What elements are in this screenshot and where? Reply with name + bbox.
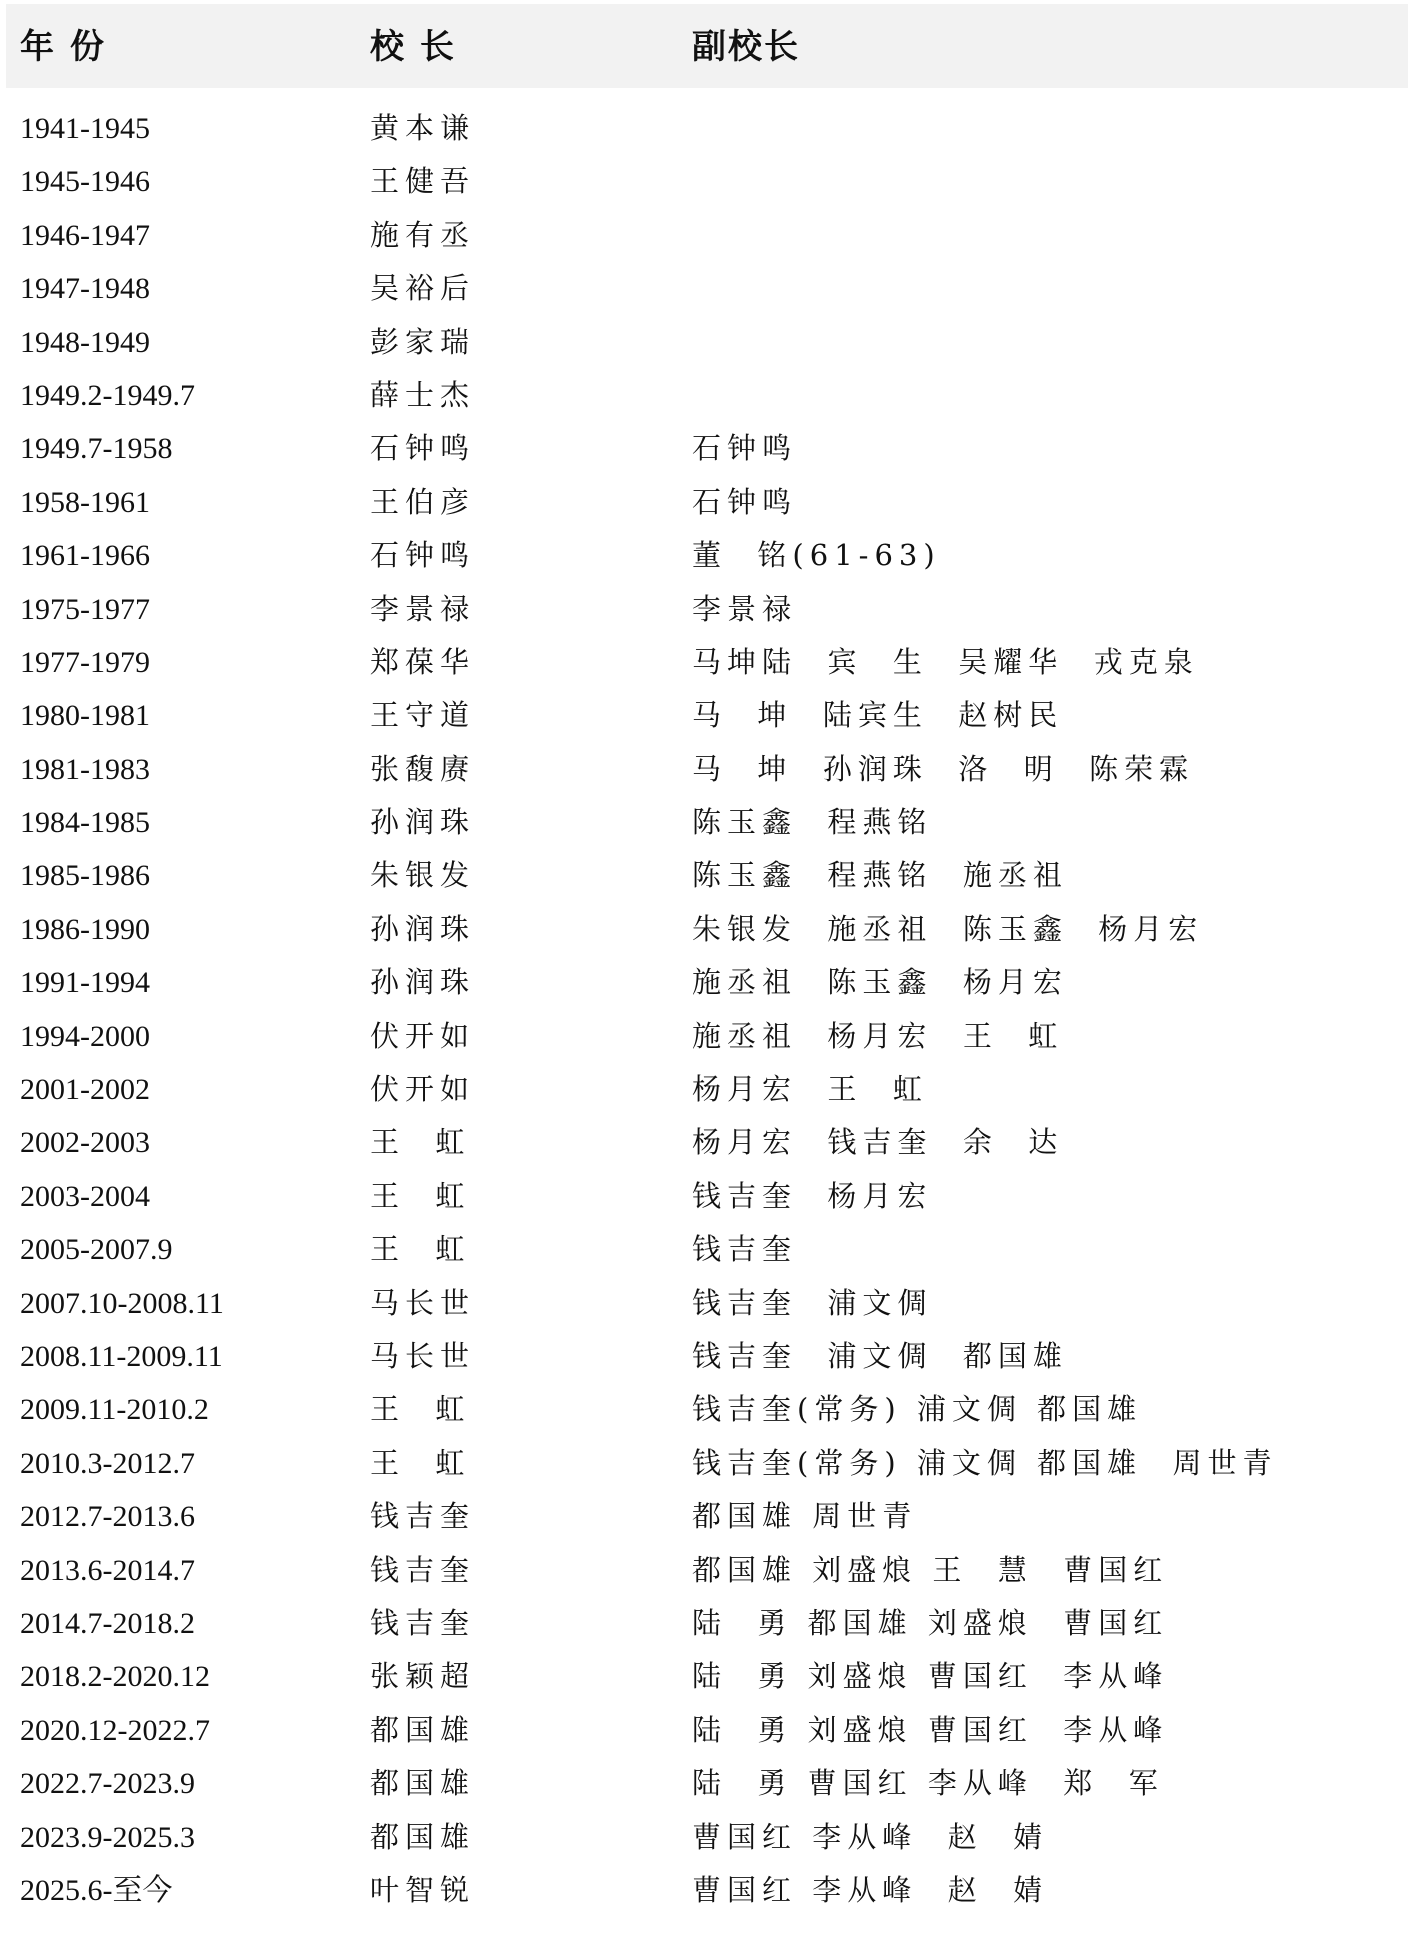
year-cell: 1981-1983 (20, 752, 150, 786)
table-row (6, 1383, 1408, 1436)
vice-principal-cell: 马 坤 陆宾生 赵树民 (692, 698, 1064, 733)
principal-cell: 王 虹 (370, 1125, 471, 1160)
principal-cell: 马长世 (370, 1338, 476, 1373)
principal-cell: 伏开如 (370, 1072, 476, 1107)
year-cell: 2002-2003 (20, 1126, 150, 1160)
vice-principal-cell: 钱吉奎(常务) 浦文倜 都国雄 周世青 (692, 1445, 1278, 1480)
table-row (6, 1010, 1408, 1063)
year-cell: 2018.2-2020.12 (20, 1660, 210, 1694)
principal-cell: 都国雄 (370, 1766, 476, 1801)
principal-cell: 钱吉奎 (370, 1499, 476, 1534)
year-cell: 1977-1979 (20, 645, 150, 679)
table-row (6, 1437, 1408, 1490)
table-row (6, 209, 1408, 262)
vice-principal-cell: 董 铭(61-63) (692, 538, 941, 573)
vice-principal-cell: 钱吉奎(常务) 浦文倜 都国雄 (692, 1392, 1143, 1427)
year-cell: 1941-1945 (20, 112, 150, 145)
principal-cell: 郑葆华 (370, 644, 476, 679)
header-year: 年 份 (20, 27, 106, 67)
table-row (6, 583, 1408, 636)
principal-cell: 孙润珠 (370, 911, 476, 946)
year-cell: 2012.7-2013.6 (20, 1500, 195, 1534)
principal-cell: 钱吉奎 (370, 1605, 476, 1640)
table-row (6, 1757, 1408, 1810)
table-row (6, 422, 1408, 475)
principal-cell: 黄本谦 (370, 111, 476, 145)
principal-cell: 李景禄 (370, 591, 476, 626)
year-cell: 1994-2000 (20, 1019, 150, 1053)
table-row (6, 1650, 1408, 1703)
table-row (6, 689, 1408, 742)
table-row (6, 1277, 1408, 1330)
vice-principal-cell: 杨月宏 王 虹 (692, 1072, 928, 1107)
principal-cell: 王 虹 (370, 1178, 471, 1213)
table-row (6, 1223, 1408, 1276)
year-cell: 1991-1994 (20, 966, 150, 1000)
principal-cell: 张颖超 (370, 1659, 476, 1694)
table-row (6, 1490, 1408, 1543)
principal-cell: 王伯彦 (370, 484, 476, 519)
year-cell: 1984-1985 (20, 806, 150, 840)
principal-cell: 王 虹 (370, 1445, 471, 1480)
year-cell: 2014.7-2018.2 (20, 1606, 195, 1640)
year-cell: 2009.11-2010.2 (20, 1393, 209, 1427)
principal-cell: 施有丞 (370, 217, 476, 252)
header-principal: 校 长 (370, 27, 456, 67)
vice-principal-cell: 李景禄 (692, 591, 798, 626)
year-cell: 1975-1977 (20, 592, 150, 626)
vice-principal-cell: 陆 勇 曹国红 李从峰 郑 军 (692, 1766, 1164, 1801)
vice-principal-cell: 钱吉奎 (692, 1232, 798, 1267)
header-vice-principal: 副校长 (692, 27, 800, 67)
table-row (6, 849, 1408, 902)
principal-cell: 伏开如 (370, 1018, 476, 1053)
vice-principal-cell: 陆 勇 刘盛烺 曹国红 李从峰 (692, 1659, 1169, 1694)
table-row (6, 102, 1408, 155)
table-body (6, 102, 1408, 1917)
principal-cell: 王 虹 (370, 1392, 471, 1427)
table-row (6, 1864, 1408, 1917)
table-row (6, 476, 1408, 529)
year-cell: 2022.7-2023.9 (20, 1767, 195, 1801)
table-row (6, 369, 1408, 422)
year-cell: 1946-1947 (20, 218, 150, 252)
vice-principal-cell: 马 坤 孙润珠 洛 明 陈荣霖 (692, 751, 1195, 786)
principal-cell: 张馥赓 (370, 751, 476, 786)
table-row (6, 1116, 1408, 1169)
year-cell: 2023.9-2025.3 (20, 1820, 195, 1854)
principal-cell: 朱银发 (370, 858, 476, 893)
table-row (6, 1544, 1408, 1597)
vice-principal-cell: 施丞祖 陈玉鑫 杨月宏 (692, 965, 1068, 1000)
principal-cell: 都国雄 (370, 1712, 476, 1747)
principal-cell: 薛士杰 (370, 377, 476, 412)
year-cell: 2001-2002 (20, 1073, 150, 1107)
principal-cell: 王 虹 (370, 1232, 471, 1267)
vice-principal-cell: 钱吉奎 浦文倜 (692, 1285, 933, 1320)
principal-cell: 石钟鸣 (370, 431, 476, 466)
table-row (6, 529, 1408, 582)
principal-cell: 钱吉奎 (370, 1552, 476, 1587)
year-cell: 2020.12-2022.7 (20, 1713, 210, 1747)
table-row (6, 316, 1408, 369)
principal-cell: 王守道 (370, 698, 476, 733)
vice-principal-cell: 马坤陆 宾 生 吴耀华 戎克泉 (692, 644, 1199, 679)
table-row (6, 636, 1408, 689)
year-cell: 1948-1949 (20, 325, 150, 359)
table-row (6, 1170, 1408, 1223)
vice-principal-cell: 陆 勇 都国雄 刘盛烺 曹国红 (692, 1605, 1169, 1640)
principal-cell: 孙润珠 (370, 805, 476, 840)
year-cell: 1949.2-1949.7 (20, 378, 195, 412)
table-row (6, 956, 1408, 1009)
principal-cell: 彭家瑞 (370, 324, 476, 359)
year-cell: 2008.11-2009.11 (20, 1339, 223, 1373)
year-cell: 2005-2007.9 (20, 1233, 173, 1267)
principal-cell: 都国雄 (370, 1819, 476, 1854)
principal-cell: 叶智锐 (370, 1872, 476, 1907)
table-row (6, 796, 1408, 849)
table-row (6, 1330, 1408, 1383)
year-cell: 1986-1990 (20, 912, 150, 946)
table-row (6, 262, 1408, 315)
vice-principal-cell: 施丞祖 杨月宏 王 虹 (692, 1018, 1064, 1053)
table-header (6, 4, 1408, 88)
year-cell: 1945-1946 (20, 165, 150, 199)
vice-principal-cell: 曹国红 李从峰 赵 婧 (692, 1872, 1049, 1907)
table-row (6, 155, 1408, 208)
vice-principal-cell: 石钟鸣 (692, 484, 798, 519)
vice-principal-cell: 钱吉奎 杨月宏 (692, 1178, 933, 1213)
year-cell: 1958-1961 (20, 485, 150, 519)
vice-principal-cell: 陈玉鑫 程燕铭 施丞祖 (692, 858, 1068, 893)
year-cell: 1980-1981 (20, 699, 150, 733)
year-cell: 2003-2004 (20, 1179, 150, 1213)
year-cell: 2007.10-2008.11 (20, 1286, 224, 1320)
table-row (6, 1704, 1408, 1757)
table-row (6, 1597, 1408, 1650)
year-cell: 2013.6-2014.7 (20, 1553, 195, 1587)
year-cell: 1961-1966 (20, 539, 150, 573)
vice-principal-cell: 都国雄 周世青 (692, 1499, 918, 1534)
vice-principal-cell: 曹国红 李从峰 赵 婧 (692, 1819, 1049, 1854)
vice-principal-cell: 朱银发 施丞祖 陈玉鑫 杨月宏 (692, 911, 1204, 946)
principal-cell: 马长世 (370, 1285, 476, 1320)
principal-cell: 石钟鸣 (370, 538, 476, 573)
vice-principal-cell: 杨月宏 钱吉奎 余 达 (692, 1125, 1064, 1160)
vice-principal-cell: 都国雄 刘盛烺 王 慧 曹国红 (692, 1552, 1169, 1587)
year-cell: 1947-1948 (20, 272, 150, 306)
vice-principal-cell: 陈玉鑫 程燕铭 (692, 805, 933, 840)
vice-principal-cell: 石钟鸣 (692, 431, 798, 466)
table-row (6, 1063, 1408, 1116)
year-cell: 2025.6-至今 (20, 1873, 173, 1907)
table-row (6, 903, 1408, 956)
vice-principal-cell: 陆 勇 刘盛烺 曹国红 李从峰 (692, 1712, 1169, 1747)
vice-principal-cell: 钱吉奎 浦文倜 都国雄 (692, 1338, 1068, 1373)
principal-cell: 吴裕后 (370, 271, 476, 306)
year-cell: 1949.7-1958 (20, 432, 173, 466)
year-cell: 2010.3-2012.7 (20, 1446, 195, 1480)
principal-history-table (6, 4, 1408, 1917)
table-row (6, 1811, 1408, 1864)
principal-cell: 孙润珠 (370, 965, 476, 1000)
table-row (6, 743, 1408, 796)
year-cell: 1985-1986 (20, 859, 150, 893)
principal-cell: 王健吾 (370, 164, 476, 199)
